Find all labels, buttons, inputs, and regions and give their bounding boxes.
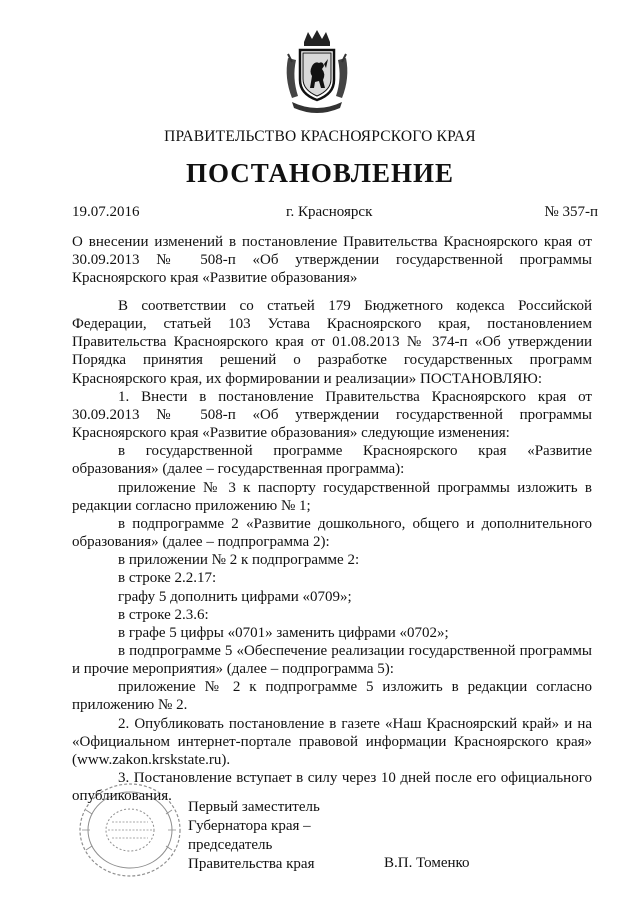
document-type-title: ПОСТАНОВЛЕНИЕ	[185, 158, 455, 188]
body-paragraph: 3. Постановление вступает в силу через 10 дней после его официального опубликования.	[72, 770, 592, 805]
body-paragraph: в приложении № 2 к подпрограмме 2:	[118, 552, 360, 569]
document-city: г. Красноярск	[286, 204, 373, 220]
document-body	[72, 297, 592, 805]
body-paragraph: 2. Опубликовать постановление в газете «Наш Красноярский край» и на «Официальном интернет-портале правовой информации Красноярского края» (www.zakon.krskstate.ru).	[72, 715, 592, 768]
signature-position-line: Правительства края	[188, 856, 315, 872]
body-paragraph: в государственной программе Красноярского края «Развитие образования» (далее – государственная программа):	[72, 443, 592, 478]
signatory-name: В.П. Томенко	[384, 855, 470, 871]
body-paragraph: в графе 5 цифры «0701» заменить цифрами «0702»;	[118, 624, 449, 641]
document-subject: О внесении изменений в постановление Правительства Красноярского края от 30.09.2013 № 508-п «Об утверждении государственной программы Красноярского края «Развитие образования»	[72, 234, 592, 286]
body-paragraph: в строке 2.3.6:	[118, 606, 209, 623]
body-paragraph: в подпрограмме 2 «Развитие дошкольного, общего и дополнительного образования» (далее – подпрограмма 2):	[72, 515, 592, 551]
signature-position-line: председатель	[188, 837, 273, 853]
government-name: ПРАВИТЕЛЬСТВО КРАСНОЯРСКОГО КРАЯ	[164, 128, 476, 145]
body-paragraph: В соответствии со статьей 179 Бюджетного кодекса Российской Федерации, статьей 103 Устава Красноярского края, постановлением Правительства Красноярского края от 01.08.2013 № 374-п «Об утверждении Порядка принятия решений о разработке государственных программ Красноярского края, их формировании и реализации» ПОСТАНОВЛЯЮ:	[72, 298, 592, 387]
body-paragraph: графу 5 дополнить цифрами «0709»;	[118, 588, 352, 605]
coat-of-arms-emblem	[282, 28, 352, 114]
document-number: № 357-п	[544, 204, 598, 220]
official-stamp-seal	[72, 780, 194, 880]
body-paragraph: приложение № 3 к паспорту государственной программы изложить в редакции согласно приложению № 1;	[72, 479, 592, 514]
body-paragraph: в подпрограмме 5 «Обеспечение реализации государственной программы и прочие мероприятия» (далее – подпрограмма 5):	[72, 642, 592, 678]
body-paragraph: приложение № 2 к подпрограмме 5 изложить в редакции согласно приложению № 2.	[72, 679, 592, 714]
signature-position-line: Губернатора края –	[188, 818, 311, 834]
body-paragraph: в строке 2.2.17:	[118, 570, 217, 587]
signature-position-line: Первый заместитель	[188, 799, 320, 815]
signature-block	[188, 798, 320, 874]
body-paragraph: 1. Внести в постановление Правительства Красноярского края от 30.09.2013 № 508-п «Об утверждении государственной программы Красноярского края «Развитие образования» следующие изменения:	[72, 388, 592, 442]
document-date: 19.07.2016	[72, 204, 140, 220]
